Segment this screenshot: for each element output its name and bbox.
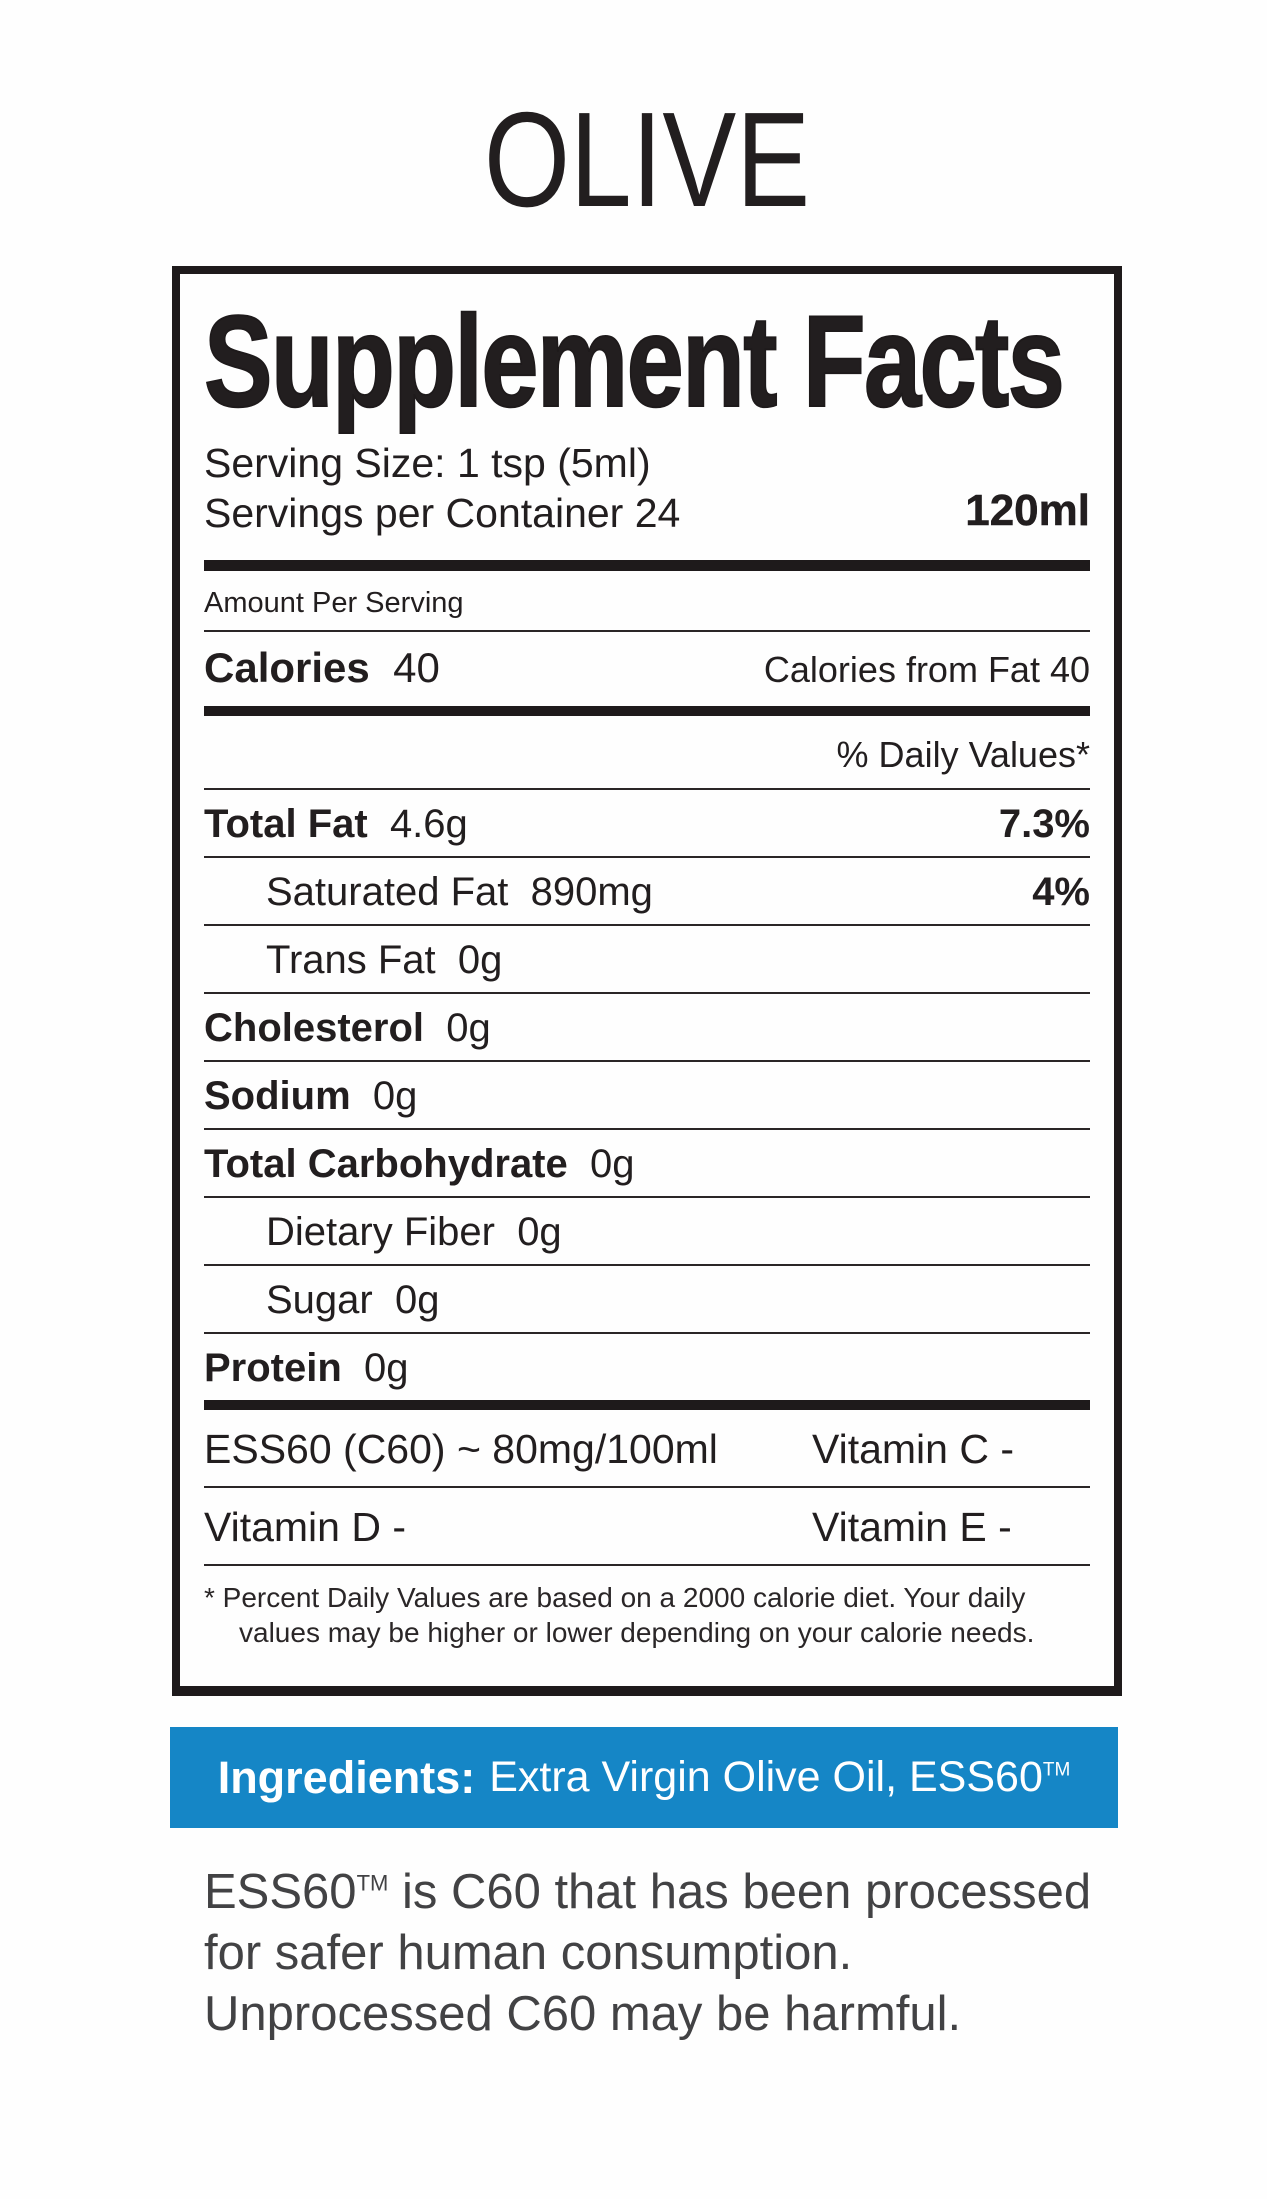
disclaimer-line-3: Unprocessed C60 may be harmful.	[204, 1987, 962, 2041]
nutrient-row	[204, 926, 1090, 994]
amount-per-serving-label: Amount Per Serving	[204, 571, 1090, 632]
nutrient-value: 0g	[372, 1074, 418, 1118]
divider-thick-top	[204, 560, 1090, 571]
divider-thick-bottom	[204, 1400, 1090, 1410]
nutrient-label: Cholesterol	[204, 1006, 425, 1050]
supplement-facts-title: Supplement Facts	[204, 288, 1064, 434]
daily-values-header: % Daily Values*	[204, 716, 1090, 790]
nutrient-label: Protein	[204, 1346, 342, 1390]
product-title: OLIVE	[483, 84, 811, 235]
trademark-symbol: TM	[1042, 1759, 1071, 1781]
calories-row	[204, 632, 1090, 706]
net-volume: 120ml	[965, 486, 1090, 535]
nutrient-value: 0g	[589, 1142, 635, 1186]
daily-values-footnote	[204, 1580, 1090, 1650]
nutrient-dv: 4%	[1032, 870, 1090, 914]
calories	[204, 644, 440, 692]
nutrient-label: Sodium	[204, 1074, 351, 1118]
divider-thick-calories	[204, 706, 1090, 716]
nutrient-value: 890mg	[530, 870, 653, 914]
nutrient-value: 0g	[517, 1210, 562, 1254]
serving-info	[204, 438, 1090, 538]
nutrient-value: 0g	[394, 1278, 440, 1322]
ingredients-bar	[170, 1727, 1118, 1828]
calories-from-fat: Calories from Fat 40	[763, 649, 1090, 690]
servings-per-container: Servings per Container 24	[204, 490, 681, 536]
disclaimer-line-1: ESS60™ is C60 that has been processed	[204, 1865, 1092, 1919]
extra-left: Vitamin D -	[204, 1504, 407, 1550]
calories-value: 40	[393, 644, 440, 691]
extra-left: ESS60 (C60) ~ 80mg/100ml	[204, 1426, 718, 1472]
serving-size: Serving Size: 1 tsp (5ml)	[204, 440, 651, 486]
nutrient-value: 0g	[364, 1346, 409, 1390]
extra-row	[204, 1488, 1090, 1566]
brand-name: ESS60	[204, 1865, 357, 1919]
nutrient-row	[204, 1266, 1090, 1334]
nutrient-row	[204, 1334, 1090, 1400]
nutrient-row	[204, 1198, 1090, 1266]
calories-label: Calories	[204, 644, 370, 691]
nutrient-label: Dietary Fiber	[266, 1210, 495, 1254]
nutrient-label: Total Carbohydrate	[204, 1142, 568, 1186]
nutrient-row	[204, 858, 1090, 926]
footnote-line-2: values may be higher or lower depending on your calorie needs.	[239, 1617, 1035, 1648]
nutrient-label: Total Fat	[204, 802, 368, 846]
nutrient-row	[204, 790, 1090, 858]
nutrient-label: Trans Fat	[266, 938, 436, 982]
ingredients-value: Extra Virgin Olive Oil, ESS60™	[489, 1753, 1071, 1801]
nutrient-row	[204, 1130, 1090, 1198]
extra-right: Vitamin C -	[812, 1426, 1015, 1472]
nutrient-value: 4.6g	[389, 802, 468, 846]
extra-right: Vitamin E -	[812, 1504, 1012, 1550]
disclaimer-line-2: for safer human consumption.	[204, 1926, 853, 1980]
nutrient-row	[204, 1062, 1090, 1130]
supplement-facts-panel	[172, 266, 1122, 1696]
nutrient-value: 0g	[457, 938, 503, 982]
ingredients-label: Ingredients:	[217, 1751, 476, 1803]
nutrient-value: 0g	[446, 1006, 491, 1050]
nutrient-label: Sugar	[266, 1278, 373, 1322]
trademark-symbol: TM	[356, 1870, 389, 1896]
nutrient-row	[204, 994, 1090, 1062]
disclaimer-text	[204, 1862, 1144, 2045]
nutrient-dv: 7.3%	[998, 802, 1090, 846]
extra-row	[204, 1410, 1090, 1488]
footnote-line-1: * Percent Daily Values are based on a 2000 calorie diet. Your daily	[204, 1582, 1026, 1613]
nutrient-label: Saturated Fat	[266, 870, 509, 914]
